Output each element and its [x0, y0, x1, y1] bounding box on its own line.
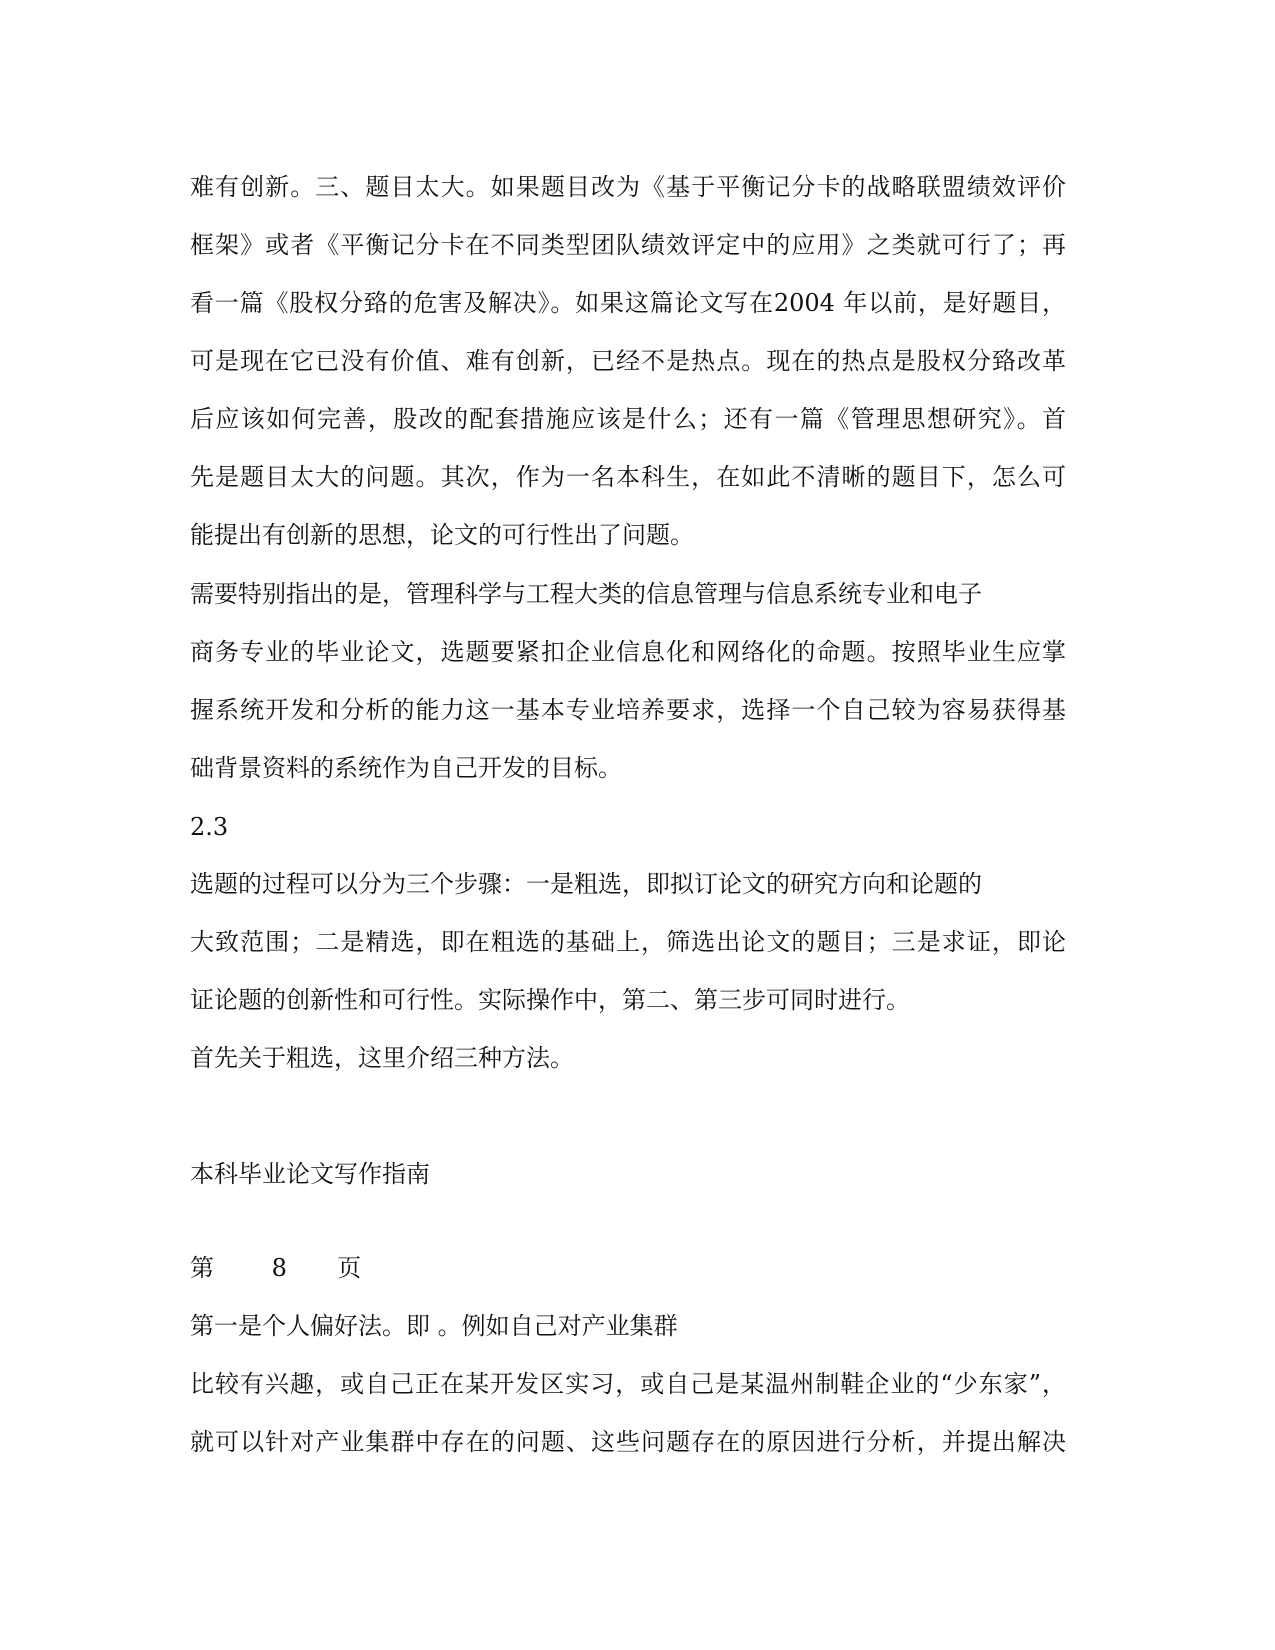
body-line: 大致范围；二是精选，即在粗选的基础上，筛选出论文的题目；三是求证，即论: [190, 928, 1066, 956]
body-line: 框架》或者《平衡记分卡在不同类型团队绩效评定中的应用》之类就可行了；再: [190, 231, 1066, 259]
page-number: 8: [271, 1254, 287, 1282]
body-line: 首先关于粗选，这里介绍三种方法。: [190, 1044, 574, 1072]
body-line: 第一是个人偏好法。即 。例如自己对产业集群: [190, 1312, 678, 1340]
page-suffix: 页: [337, 1254, 362, 1282]
body-line: 后应该如何完善，股改的配套措施应该是什么；还有一篇《管理思想研究》。首: [190, 405, 1066, 433]
body-line: 就可以针对产业集群中存在的问题、这些问题存在的原因进行分析，并提出解决: [190, 1428, 1066, 1456]
body-line: 比较有兴趣，或自己正在某开发区实习，或自己是某温州制鞋企业的“少东家”，: [190, 1370, 1066, 1398]
body-line: 需要特别指出的是，管理科学与工程大类的信息管理与信息系统专业和电子: [190, 580, 982, 608]
page-number-label: [190, 1252, 361, 1284]
body-line: 握系统开发和分析的能力这一基本专业培养要求，选择一个自己较为容易获得基: [190, 696, 1066, 724]
body-line: 础背景资料的系统作为自己开发的目标。: [190, 754, 622, 782]
body-line: 证论题的创新性和可行性。实际操作中，第二、第三步可同时进行。: [190, 986, 910, 1014]
body-line: 先是题目太大的问题。其次，作为一名本科生，在如此不清晰的题目下，怎么可: [190, 463, 1066, 491]
body-line: 商务专业的毕业论文，选题要紧扣企业信息化和网络化的命题。按照毕业生应掌: [190, 638, 1066, 666]
body-line: 可是现在它已没有价值、难有创新，已经不是热点。现在的热点是股权分臵改革: [190, 347, 1066, 375]
body-line: 能提出有创新的思想，论文的可行性出了问题。: [190, 521, 694, 549]
section-number: 2.3: [190, 813, 229, 841]
body-line: 看一篇《股权分臵的危害及解决》。如果这篇论文写在2004 年以前，是好题目，: [190, 289, 1066, 317]
page-prefix: 第: [190, 1254, 214, 1282]
running-title: 本科毕业论文写作指南: [190, 1160, 430, 1188]
body-line: 选题的过程可以分为三个步骤：一是粗选，即拟订论文的研究方向和论题的: [190, 870, 982, 898]
body-line: 难有创新。三、题目太大。如果题目改为《基于平衡记分卡的战略联盟绩效评价: [190, 173, 1066, 201]
